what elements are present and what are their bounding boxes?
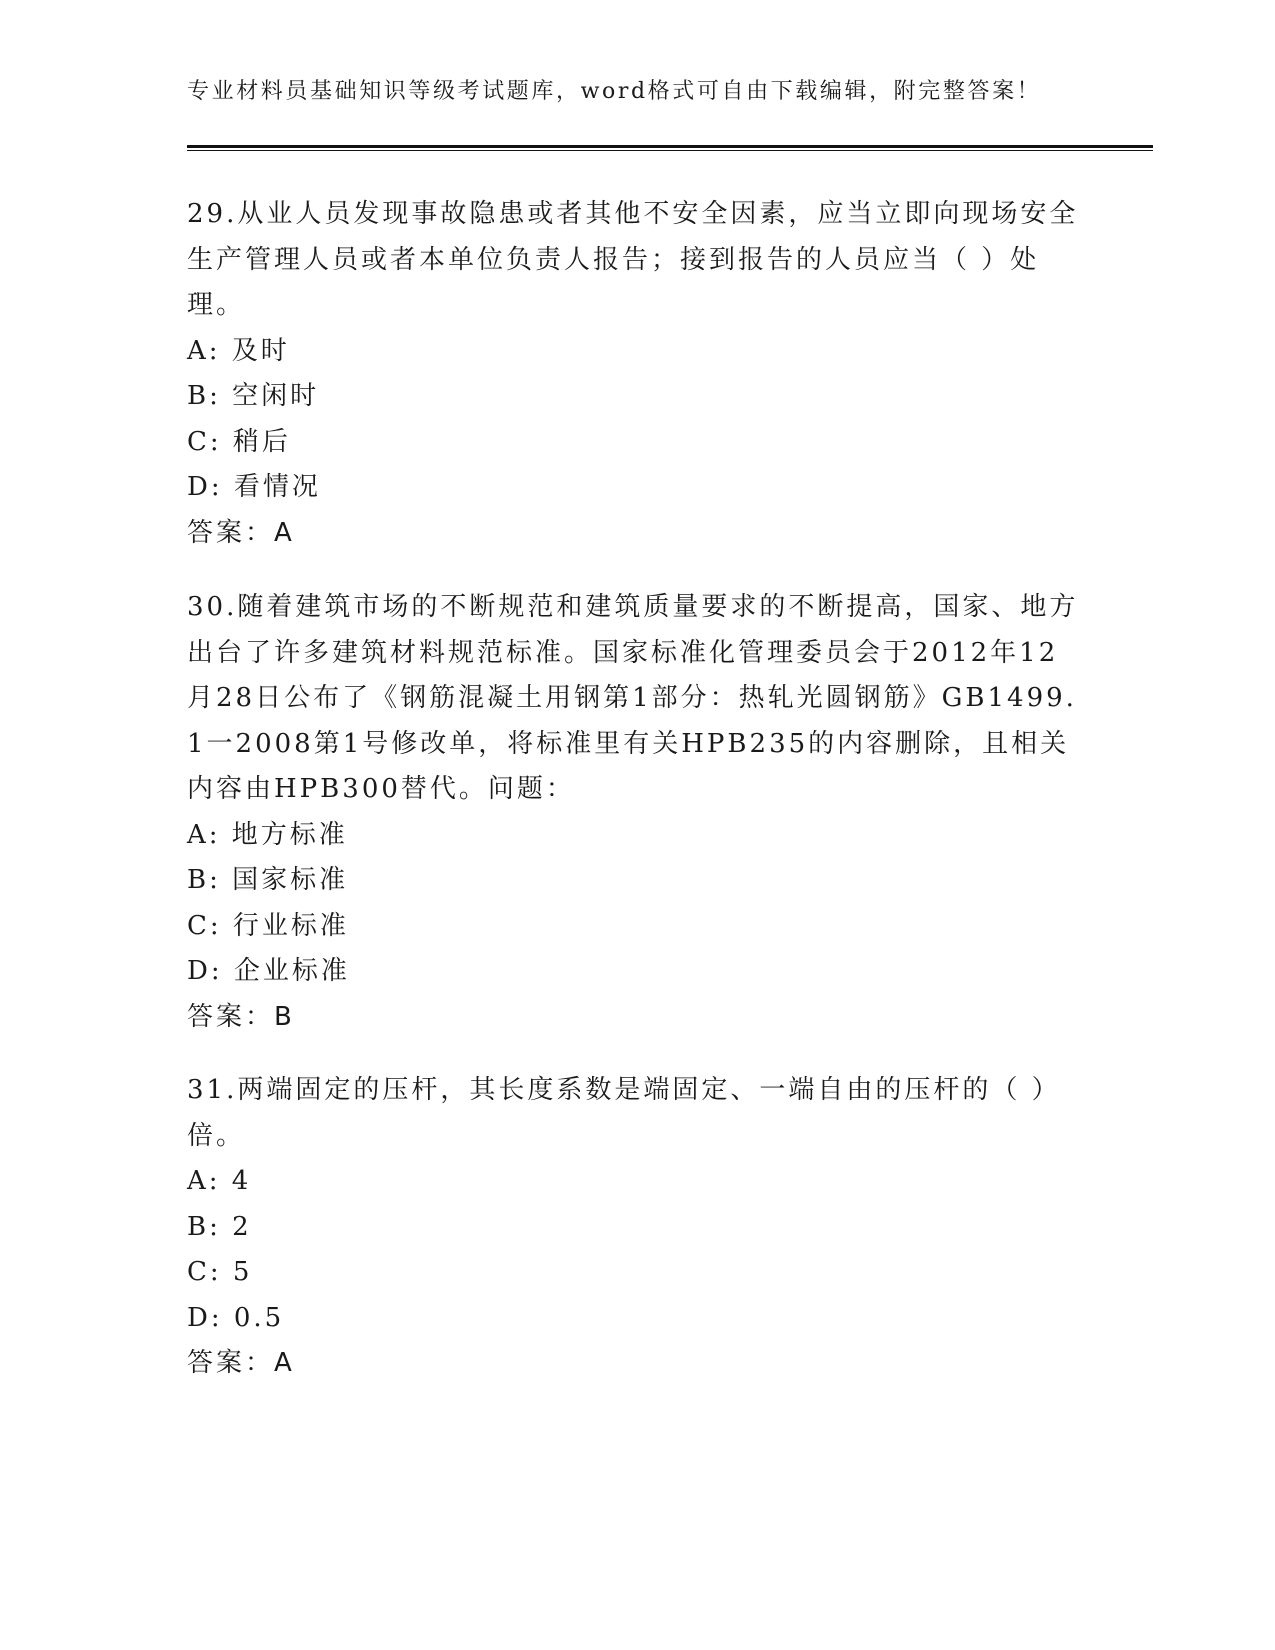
option-c: C: 行业标准 <box>187 910 349 941</box>
option-a: A: 4 <box>187 1166 252 1196</box>
option-a: A: 及时 <box>187 335 290 366</box>
option-d: D: 看情况 <box>187 472 321 502</box>
option-b: B: 2 <box>187 1211 252 1242</box>
question-stem: 30.随着建筑市场的不断规范和建筑质量要求的不断提高，国家、地方出台了许多建筑材料规范标准。国家标准化管理委员会于2012年12月28日公布了《钢筋混凝土用钢第1部分：热轧光圆钢筋》GB1499.1一2008第1号修改单，将标准里有关HPB235的内容删除，且相关内容由HPB300替代。问题： <box>187 592 1079 804</box>
question-31 <box>187 1068 1087 1387</box>
option-b: B: 国家标准 <box>187 865 349 895</box>
option-list <box>187 1159 1087 1341</box>
option-d: D: 企业标准 <box>187 956 350 986</box>
question-29 <box>187 192 1087 556</box>
header-rule-thick <box>187 145 1153 148</box>
option-a: A: 地方标准 <box>187 819 348 850</box>
option-list <box>187 813 1087 995</box>
answer: 答案：B <box>187 1001 295 1032</box>
option-c: C: 稍后 <box>187 426 291 457</box>
question-30 <box>187 585 1087 1040</box>
option-b: B: 空闲时 <box>187 381 320 411</box>
answer: 答案：A <box>187 517 295 548</box>
option-list <box>187 329 1087 511</box>
page-header: 专业材料员基础知识等级考试题库，word格式可自由下载编辑，附完整答案！ <box>187 79 1042 104</box>
question-stem: 29.从业人员发现事故隐患或者其他不安全因素，应当立即向现场安全生产管理人员或者本单位负责人报告；接到报告的人员应当（ ）处理。 <box>187 199 1079 320</box>
option-d: D: 0.5 <box>187 1302 285 1333</box>
option-c: C: 5 <box>187 1257 253 1287</box>
question-stem: 31.两端固定的压杆，其长度系数是端固定、一端自由的压杆的（ ）倍。 <box>187 1075 1061 1151</box>
answer: 答案：A <box>187 1348 295 1378</box>
header-rule-thin <box>187 150 1153 151</box>
